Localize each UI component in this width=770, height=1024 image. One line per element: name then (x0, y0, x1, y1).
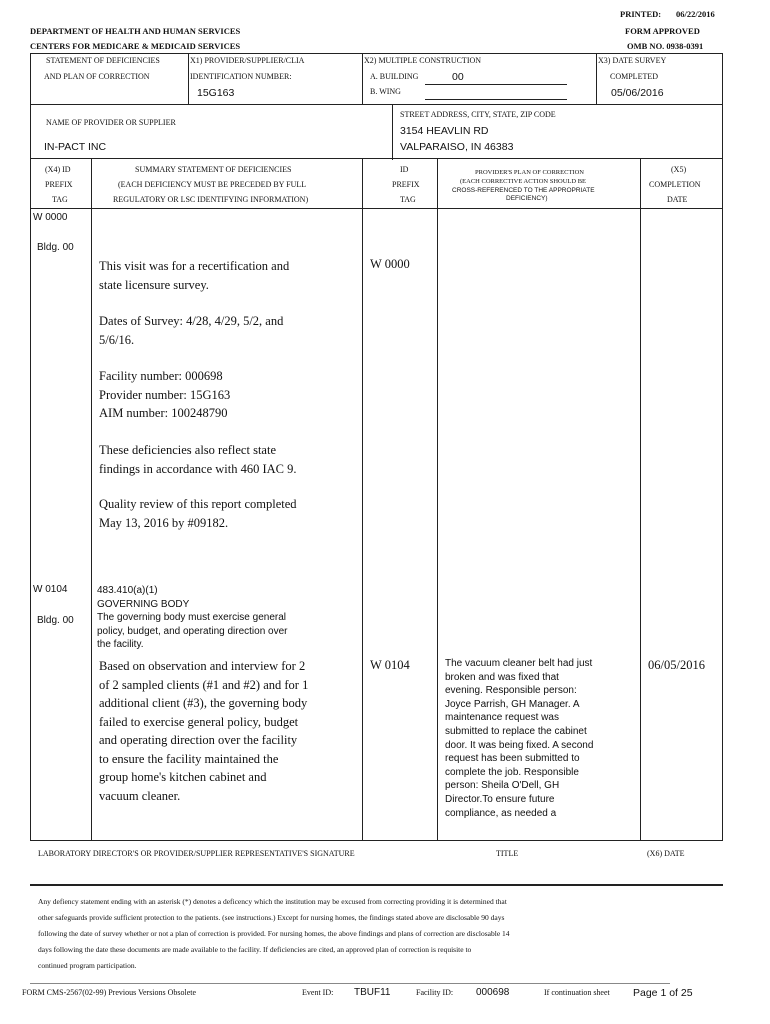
provider-name-value: IN-PACT INC (44, 141, 107, 153)
date-label: (X6) DATE (647, 849, 685, 858)
entry1-paragraph: Facility number: 000698 Provider number: 15G163 AIM number: 100248790 (99, 369, 231, 420)
address-label: STREET ADDRESS, CITY, STATE, ZIP CODE (400, 110, 556, 119)
entry2-completion-date: 06/05/2016 (648, 658, 705, 672)
statement-label-2: AND PLAN OF CORRECTION (44, 72, 150, 81)
col2-h2: (EACH DEFICIENCY MUST BE PRECEDED BY FULL (118, 180, 307, 189)
col4-h4: DEFICIENCY) (506, 195, 548, 202)
col4-h2: (EACH CORRECTIVE ACTION SHOULD BE (460, 178, 587, 185)
building-value: 00 (452, 71, 464, 83)
col5-h1: (X5) (671, 165, 687, 174)
col1-h3: TAG (52, 195, 68, 204)
facility-id-value: 000698 (476, 987, 510, 998)
entry2-bldg: Bldg. 00 (37, 615, 74, 626)
continuation-label: If continuation sheet (544, 988, 610, 997)
address-line-1: 3154 HEAVLIN RD (400, 125, 489, 137)
statement-label-1: STATEMENT OF DEFICIENCIES (46, 56, 160, 65)
address-line-2: VALPARAISO, IN 46383 (400, 141, 514, 153)
department-title: DEPARTMENT OF HEALTH AND HUMAN SERVICES (30, 26, 241, 36)
disclaimer: Any defiency statement ending with an asterisk (*) denotes a deficency which the institution may be excused from correcting providing it is determined that other safeguards provide sufficient protection to the patients. (see instructions.) Except for nursing homes, the findings stated above are disclosable 90 days following the date of survey whether or not a plan of correction is provided. For nursing homes, the above findings and plans of correction are disclosable 14 days following the date these documents are made available to the facility. If deficiencies are cited, an approved plan of correction is requisite to continued program participation. (38, 897, 510, 970)
entry1-paragraph: These deficiencies also reflect state findings in accordance with 460 IAC 9. (99, 443, 297, 476)
col5-h3: DATE (667, 195, 688, 204)
entry1-paragraph: Quality review of this report completed May 13, 2016 by #09182. (99, 497, 297, 530)
entry2-plan-of-correction: The vacuum cleaner belt had just broken and was fixed that evening. Responsible person: Joyce Parrish, GH Manager. A maintenance request was submitted to replace the cabinet door. It was being fixed. A second request has been submitted to complete the job. Responsible person: Sheila O'Dell, GH Director.To ensure future compliance, as needed a (445, 658, 594, 819)
x3-label-2: COMPLETED (610, 72, 658, 81)
wing-label: B. WING (370, 87, 401, 96)
omb-number: OMB NO. 0938-0391 (627, 41, 704, 51)
col1-h2: PREFIX (45, 180, 73, 189)
provider-id-value: 15G163 (197, 87, 235, 99)
building-label: A. BUILDING (370, 72, 419, 81)
survey-date-value: 05/06/2016 (611, 87, 664, 99)
signature-label: LABORATORY DIRECTOR'S OR PROVIDER/SUPPLIER REPRESENTATIVE'S SIGNATURE (38, 849, 355, 858)
entry1-id-tag: W 0000 (370, 257, 410, 271)
x2-label: X2) MULTIPLE CONSTRUCTION (364, 56, 482, 65)
col2-h3: REGULATORY OR LSC IDENTIFYING INFORMATION) (113, 195, 309, 204)
entry1-paragraph: This visit was for a recertification and state licensure survey. (99, 259, 290, 292)
col4-h1: PROVIDER'S PLAN OF CORRECTION (475, 169, 584, 176)
form-number: FORM CMS-2567(02-99) Previous Versions Obsolete (22, 988, 197, 997)
printed-date: 06/22/2016 (676, 9, 715, 19)
entry1-tag: W 0000 (33, 212, 68, 223)
facility-id-label: Facility ID: (416, 988, 454, 997)
event-id-value: TBUF11 (354, 987, 391, 998)
entry2-findings: Based on observation and interview for 2 of 2 sampled clients (#1 and #2) and for 1 additional client (#3), the governing body failed to exercise general policy, budget and operating direction over the facility to ensure the facility maintained the group home's kitchen cabinet and vacuum cleaner. (99, 659, 309, 803)
printed-label: PRINTED: (620, 9, 662, 19)
entry1-paragraph: Dates of Survey: 4/28, 4/29, 5/2, and 5/6/16. (99, 314, 284, 347)
form-approved: FORM APPROVED (625, 26, 700, 36)
title-label: TITLE (496, 849, 519, 858)
col2-h1: SUMMARY STATEMENT OF DEFICIENCIES (135, 165, 292, 174)
x3-label-1: X3) DATE SURVEY (598, 56, 667, 65)
col3-h2: PREFIX (392, 180, 420, 189)
x1-label-2: IDENTIFICATION NUMBER: (190, 72, 292, 81)
col5-h2: COMPLETION (649, 180, 701, 189)
col1-h1: (X4) ID (45, 165, 71, 174)
entry2-regulation: 483.410(a)(1) GOVERNING BODY The governing body must exercise general policy, budget, and operating direction over the facility. (97, 585, 288, 651)
centers-title: CENTERS FOR MEDICARE & MEDICAID SERVICES (30, 41, 241, 51)
entry1-bldg: Bldg. 00 (37, 242, 74, 253)
page-number: Page 1 of 25 (633, 987, 693, 999)
col3-h1: ID (400, 165, 409, 174)
entry2-tag: W 0104 (33, 584, 68, 595)
col3-h3: TAG (400, 195, 416, 204)
col4-h3: CROSS-REFERENCED TO THE APPROPRIATE (452, 187, 595, 194)
provider-name-label: NAME OF PROVIDER OR SUPPLIER (46, 118, 176, 127)
x1-label-1: X1) PROVIDER/SUPPLIER/CLIA (190, 56, 305, 65)
entry2-id-tag: W 0104 (370, 658, 410, 672)
event-id-label: Event ID: (302, 988, 334, 997)
